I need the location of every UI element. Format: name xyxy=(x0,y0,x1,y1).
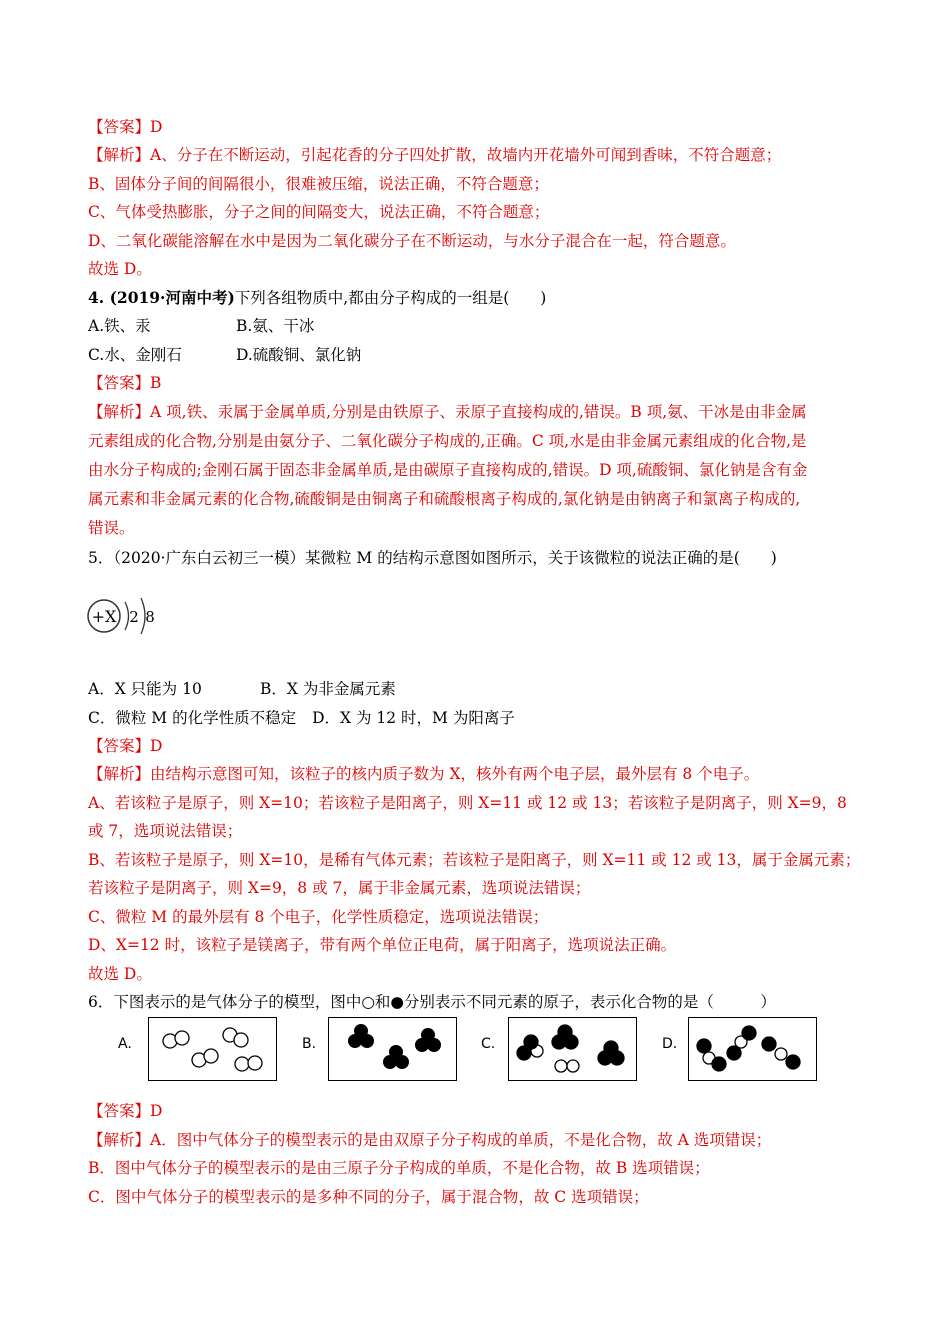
q5-option-d: D．X 为 12 时，M 为阳离子 xyxy=(312,709,515,727)
q4-answer: 【答案】B xyxy=(88,374,162,392)
q6-analysis-line: C．图中气体分子的模型表示的是多种不同的分子，属于混合物，故 C 选项错误； xyxy=(88,1188,649,1206)
q5-conclusion: 故选 D。 xyxy=(88,965,152,983)
model-label-a: A. xyxy=(118,1036,132,1052)
q4-option-b: B.氨、干冰 xyxy=(236,317,315,335)
q5-options-row xyxy=(88,679,488,699)
q5-analysis-line: C、微粒 M 的最外层有 8 个电子，化学性质稳定，选项说法错误； xyxy=(88,908,549,926)
q5-analysis-line: D、X=12 时，该粒子是镁离子，带有两个单位正电荷，属于阳离子，选项说法正确。 xyxy=(88,936,677,954)
atom-structure-diagram xyxy=(84,590,164,642)
q6-analysis-line: 【解析】A．图中气体分子的模型表示的是由双原子分子构成的单质，不是化合物，故 A 选项错误； xyxy=(88,1131,772,1149)
q4-option-c: C.水、金刚石 xyxy=(88,346,182,364)
molecule-model-c xyxy=(508,1017,637,1081)
q3-analysis-line: C、气体受热膨胀，分子之间的间隔变大，说法正确，不符合题意； xyxy=(88,203,550,221)
molecule-model-b xyxy=(328,1017,457,1081)
q4-stem: 4. (2019·河南中考)下列各组物质中,都由分子构成的一组是( ) xyxy=(88,288,547,307)
q5-analysis-line: 【解析】由结构示意图可知，该粒子的核内质子数为 X，核外有两个电子层，最外层有 8 个电子。 xyxy=(88,765,760,783)
q5-analysis-line: 若该粒子是阴离子，则 X=9，8 或 7，属于非金属元素，选项说法错误； xyxy=(88,879,591,897)
molecule-model-a xyxy=(148,1017,277,1081)
q3-analysis-line: D、二氧化碳能溶解在水中是因为二氧化碳分子在不断运动，与水分子混合在一起，符合题意。 xyxy=(88,232,736,250)
q3-conclusion: 故选 D。 xyxy=(88,260,152,278)
q5-stem: 5．（2020·广东白云初三一模）某微粒 M 的结构示意图如图所示，关于该微粒的说法正确的是( ) xyxy=(88,549,777,567)
q4-analysis-line: 元素组成的化合物,分别是由氨分子、二氧化碳分子构成的,正确。C 项,水是由非金属元素组成的化合物,是 xyxy=(88,432,807,450)
q4-analysis-line: 由水分子构成的;金刚石属于固态非金属单质,是由碳原子直接构成的,错误。D 项,硫酸铜、氯化钠是含有金 xyxy=(88,461,808,479)
q5-option-b: B．X 为非金属元素 xyxy=(260,680,396,698)
q4-analysis-line: 错误。 xyxy=(88,519,135,537)
q5-answer: 【答案】D xyxy=(88,737,163,755)
q5-analysis-line: 或 7，选项说法错误； xyxy=(88,822,243,840)
q3-analysis-line: 【解析】A、分子在不断运动，引起花香的分子四处扩散，故墙内开花墙外可闻到香味，不符合题意； xyxy=(88,146,782,164)
q4-option-a: A.铁、汞 xyxy=(88,317,151,335)
q5-options-row xyxy=(88,708,515,728)
model-label-c: C. xyxy=(481,1036,496,1052)
q5-option-c: C．微粒 M 的化学性质不稳定 xyxy=(88,709,297,727)
q4-analysis-line: 【解析】A 项,铁、汞属于金属单质,分别是由铁原子、汞原子直接构成的,错误。B 项,氨、干冰是由非金属 xyxy=(88,403,807,421)
q6-answer: 【答案】D xyxy=(88,1102,163,1120)
q5-analysis-line: A、若该粒子是原子，则 X=10；若该粒子是阳离子，则 X=11 或 12 或 13；若该粒子是阴离子，则 X=9，8 xyxy=(88,794,847,812)
molecule-model-d xyxy=(688,1017,817,1081)
q4-option-d: D.硫酸铜、氯化钠 xyxy=(236,346,362,364)
q3-answer: 【答案】D xyxy=(88,118,163,136)
q4-analysis-line: 属元素和非金属元素的化合物,硫酸铜是由铜离子和硫酸根离子构成的,氯化钠是由钠离子和氯离子构成的, xyxy=(88,490,801,508)
q4-options-row xyxy=(88,345,488,365)
nucleus-label: +X xyxy=(91,607,117,626)
shell-1-electrons: 2 xyxy=(129,608,139,626)
model-label-d: D. xyxy=(662,1036,678,1052)
q3-analysis-line: B、固体分子间的间隔很小，很难被压缩，说法正确，不符合题意； xyxy=(88,175,549,193)
q6-analysis-line: B．图中气体分子的模型表示的是由三原子分子构成的单质，不是化合物，故 B 选项错误； xyxy=(88,1159,710,1177)
model-label-b: B. xyxy=(302,1036,317,1052)
shell-2-electrons: 8 xyxy=(145,608,155,626)
q5-analysis-line: B、若该粒子是原子，则 X=10，是稀有气体元素；若该粒子是阳离子，则 X=11 或 12 或 13，属于金属元素； xyxy=(88,851,861,869)
q4-options-row xyxy=(88,316,488,336)
electron-shell-1 xyxy=(125,602,129,630)
q5-option-a: A．X 只能为 10 xyxy=(88,680,202,698)
q6-stem: 6．下图表示的是气体分子的模型，图中○和●分别表示不同元素的原子，表示化合物的是（ ） xyxy=(88,993,776,1011)
